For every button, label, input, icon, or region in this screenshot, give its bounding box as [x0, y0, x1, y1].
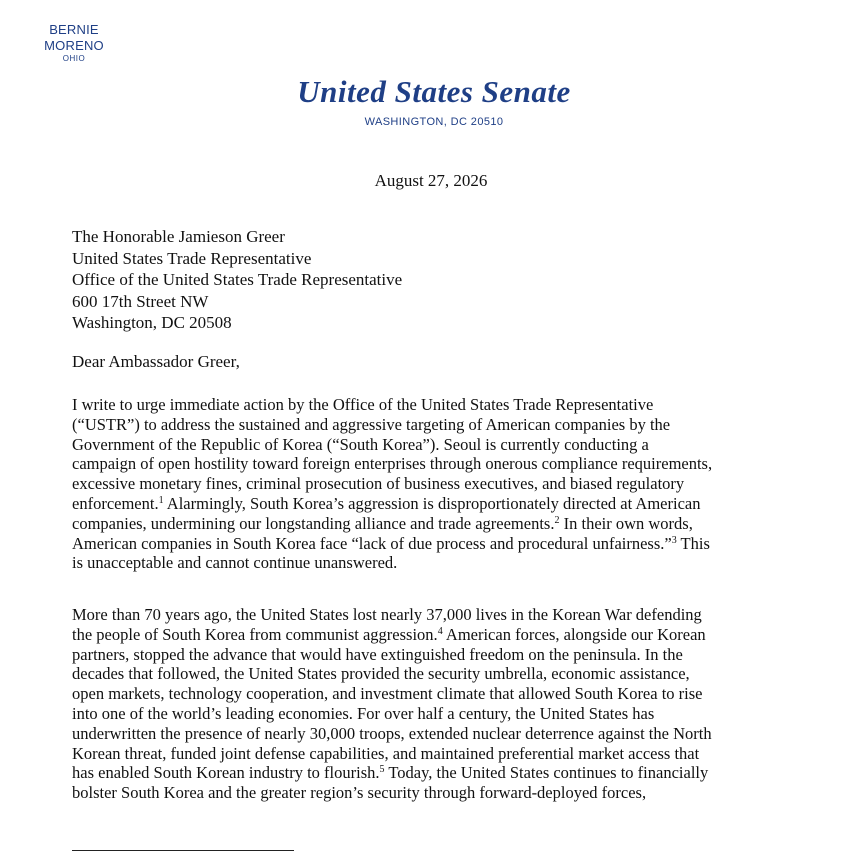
recipient-address	[72, 226, 402, 334]
letterhead	[0, 72, 850, 128]
address-line: The Honorable Jamieson Greer	[72, 227, 285, 246]
text-line	[72, 494, 792, 514]
letterhead-city: WASHINGTON, DC 20510	[364, 116, 504, 128]
text-line: bolster South Korea and the greater region’s security through forward-deployed forces,	[72, 783, 647, 803]
text-run: has enabled South Korean industry to flourish.	[72, 763, 380, 783]
body-paragraph-1	[72, 395, 792, 573]
text-line: partners, stopped the advance that would have extinguished freedom on the peninsula. In the	[72, 644, 683, 664]
address-line: 600 17th Street NW	[72, 291, 209, 311]
text-run: the people of South Korea from communist aggression.	[72, 624, 438, 644]
text-line: More than 70 years ago, the United States lost nearly 37,000 lives in the Korean War defending	[72, 605, 702, 624]
text-line: I write to urge immediate action by the Office of the United States Trade Representative	[72, 395, 654, 414]
text-run: enforcement.	[72, 493, 159, 513]
address-line: United States Trade Representative	[72, 248, 312, 268]
address-line: Office of the United States Trade Representative	[72, 270, 403, 289]
text-line: open markets, technology cooperation, and investment climate that allowed South Korea to rise	[72, 684, 703, 704]
text-line	[72, 514, 792, 534]
footnote-divider	[72, 850, 294, 851]
text-run: American companies in South Korea face “lack of due process and procedural unfairness.”	[72, 533, 672, 553]
text-run: Today, the United States continues to financially	[384, 763, 709, 783]
text-line: excessive monetary fines, criminal prosecution of business executives, and biased regulatory	[72, 474, 685, 494]
senator-state: OHIO	[62, 54, 86, 63]
text-line	[72, 625, 792, 645]
address-line: Washington, DC 20508	[72, 313, 232, 332]
text-line: is unacceptable and cannot continue unanswered.	[72, 553, 398, 573]
body-paragraph-2	[72, 605, 792, 803]
senator-block	[18, 22, 130, 63]
text-line: campaign of open hostility toward foreign enterprises through onerous compliance requirements,	[72, 454, 713, 474]
footnote-ref-5[interactable]: 5	[379, 764, 385, 776]
text-line	[72, 534, 792, 554]
text-line: into one of the world’s leading economies. For over half a century, the United States has	[72, 703, 655, 723]
text-run: companies, undermining our longstanding alliance and trade agreements.	[72, 513, 555, 533]
text-line: (“USTR”) to address the sustained and aggressive targeting of American companies by the	[72, 414, 671, 434]
text-line: decades that followed, the United States provided the security umbrella, economic assistance,	[72, 664, 690, 684]
text-run: This	[676, 533, 710, 553]
text-line	[72, 763, 792, 783]
text-run: Alarmingly, South Korea’s aggression is disproportionately directed at American	[163, 493, 701, 513]
footnote-ref-4[interactable]: 4	[437, 625, 443, 637]
text-line: underwritten the presence of nearly 30,000 troops, extended nuclear deterrence against the North	[72, 723, 712, 743]
text-line: Government of the Republic of Korea (“South Korea”). Seoul is currently conducting a	[72, 434, 649, 454]
salutation: Dear Ambassador Greer,	[72, 352, 240, 371]
senator-name: BERNIE MORENO	[44, 22, 104, 53]
text-run: In their own words,	[559, 513, 693, 533]
letter-date: August 27, 2026	[374, 171, 488, 190]
footnote-ref-2[interactable]: 2	[554, 514, 560, 526]
text-run: American forces, alongside our Korean	[442, 624, 706, 644]
footnote-ref-3[interactable]: 3	[671, 534, 677, 546]
text-line: Korean threat, funded joint defense capabilities, and maintained preferential market access that	[72, 743, 700, 763]
footnote-ref-1[interactable]: 1	[158, 494, 164, 506]
letterhead-title: United States Senate	[297, 74, 571, 109]
